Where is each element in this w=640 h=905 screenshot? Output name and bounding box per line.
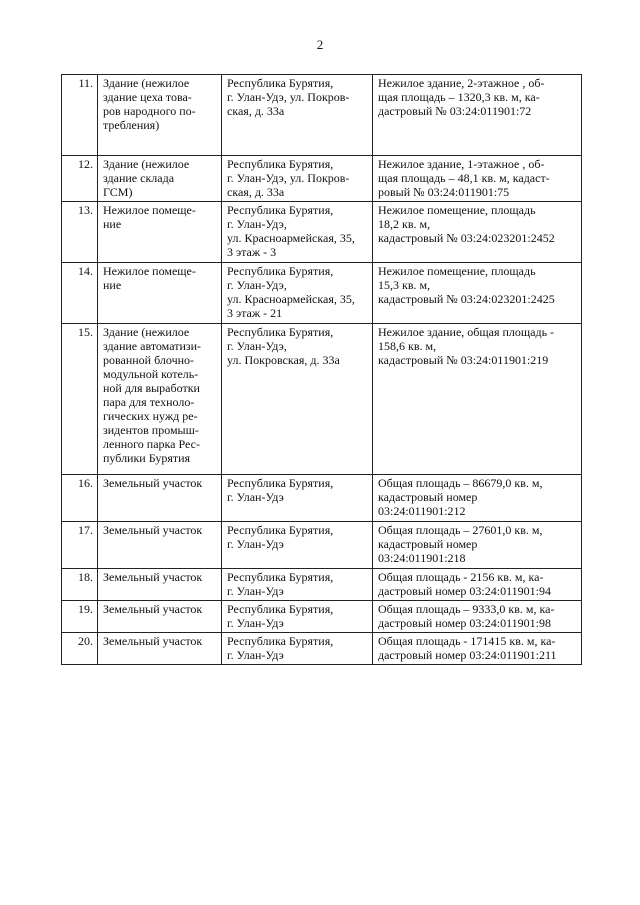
row-number: 11. [62, 75, 98, 156]
object-address: Республика Бурятия, г. Улан-Удэ, ул. Красноармейская, 35, 3 этаж - 3 [222, 202, 373, 263]
row-number: 17. [62, 522, 98, 569]
object-name: Земельный участок [98, 522, 222, 569]
object-name: Нежилое помеще- ние [98, 263, 222, 324]
object-address: Республика Бурятия, г. Улан-Удэ [222, 601, 373, 633]
table-row [62, 601, 582, 633]
object-name: Земельный участок [98, 569, 222, 601]
row-number: 14. [62, 263, 98, 324]
object-description: Нежилое здание, 1-этажное , об- щая площадь – 48,1 кв. м, кадаст- ровый № 03:24:011901:75 [373, 156, 582, 202]
object-description: Нежилое помещение, площадь 18,2 кв. м, кадастровый № 03:24:023201:2452 [373, 202, 582, 263]
row-number: 20. [62, 633, 98, 665]
table-row [62, 475, 582, 522]
table-row [62, 263, 582, 324]
table-row [62, 156, 582, 202]
row-number: 16. [62, 475, 98, 522]
object-description: Нежилое помещение, площадь 15,3 кв. м, кадастровый № 03:24:023201:2425 [373, 263, 582, 324]
object-description: Общая площадь - 2156 кв. м, ка- дастровый номер 03:24:011901:94 [373, 569, 582, 601]
object-name: Нежилое помеще- ние [98, 202, 222, 263]
object-name: Земельный участок [98, 633, 222, 665]
object-address: Республика Бурятия, г. Улан-Удэ, ул. Красноармейская, 35, 3 этаж - 21 [222, 263, 373, 324]
table-row [62, 202, 582, 263]
row-number: 13. [62, 202, 98, 263]
property-table [61, 74, 582, 665]
table-row [62, 75, 582, 156]
object-name: Здание (нежилое здание склада ГСМ) [98, 156, 222, 202]
object-description: Нежилое здание, 2-этажное , об- щая площадь – 1320,3 кв. м, ка- дастровый № 03:24:011901:72 [373, 75, 582, 156]
row-number: 15. [62, 324, 98, 475]
row-number: 18. [62, 569, 98, 601]
object-description: Общая площадь – 27601,0 кв. м, кадастровый номер 03:24:011901:218 [373, 522, 582, 569]
object-address: Республика Бурятия, г. Улан-Удэ [222, 475, 373, 522]
object-address: Республика Бурятия, г. Улан-Удэ [222, 633, 373, 665]
object-address: Республика Бурятия, г. Улан-Удэ, ул. Покровская, д. 33а [222, 324, 373, 475]
object-description: Общая площадь – 9333,0 кв. м, ка- дастровый номер 03:24:011901:98 [373, 601, 582, 633]
object-description: Общая площадь – 86679,0 кв. м, кадастровый номер 03:24:011901:212 [373, 475, 582, 522]
row-number: 12. [62, 156, 98, 202]
object-name: Здание (нежилое здание автоматизи- рованной блочно- модульной котель- ной для выработки пара для техноло- гических нужд ре- зидентов промыш- ленного парка Рес- публики Бурятия [98, 324, 222, 475]
page-number: 2 [316, 37, 324, 52]
table-row [62, 633, 582, 665]
object-name: Земельный участок [98, 475, 222, 522]
table-row [62, 522, 582, 569]
object-name: Здание (нежилое здание цеха това- ров народного по- требления) [98, 75, 222, 156]
table-row [62, 569, 582, 601]
object-address: Республика Бурятия, г. Улан-Удэ, ул. Покров- ская, д. 33а [222, 75, 373, 156]
object-description: Нежилое здание, общая площадь - 158,6 кв. м, кадастровый № 03:24:011901:219 [373, 324, 582, 475]
table-row [62, 324, 582, 475]
object-address: Республика Бурятия, г. Улан-Удэ [222, 569, 373, 601]
object-address: Республика Бурятия, г. Улан-Удэ, ул. Покров- ская, д. 33а [222, 156, 373, 202]
object-name: Земельный участок [98, 601, 222, 633]
object-address: Республика Бурятия, г. Улан-Удэ [222, 522, 373, 569]
row-number: 19. [62, 601, 98, 633]
object-description: Общая площадь - 171415 кв. м, ка- дастровый номер 03:24:011901:211 [373, 633, 582, 665]
